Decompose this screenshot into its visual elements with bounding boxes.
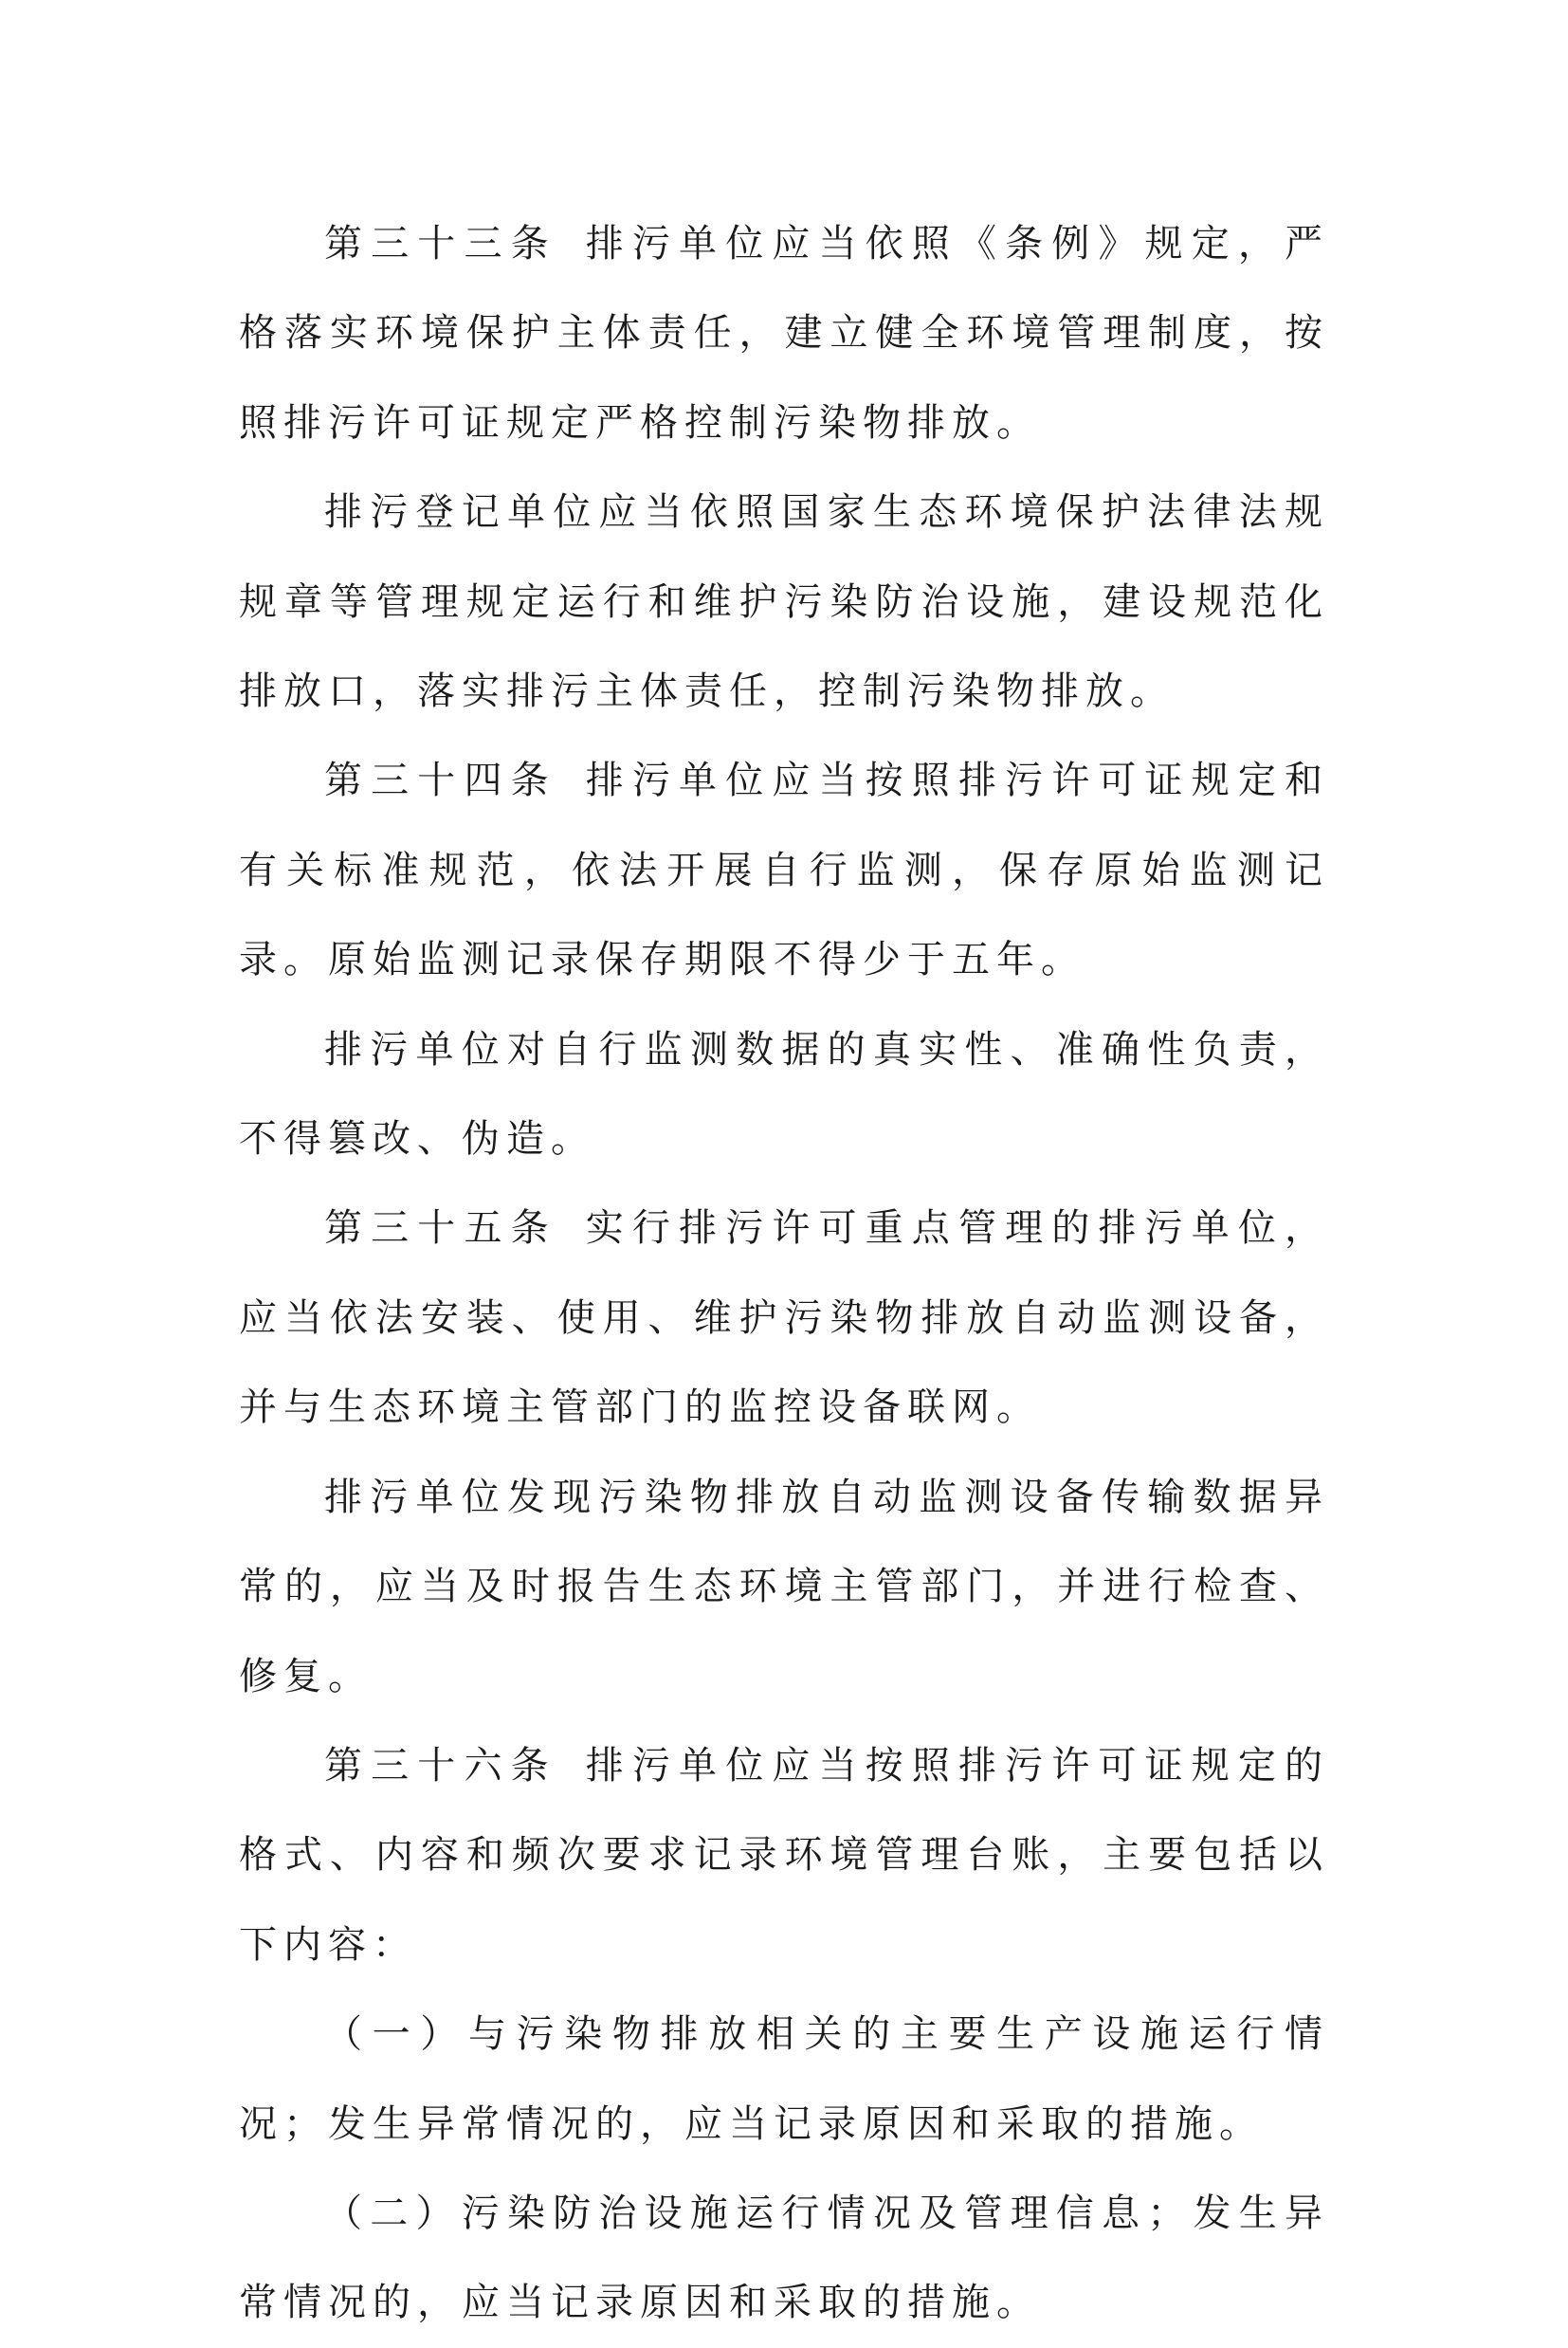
paragraph-abnormal-data — [239, 1453, 1329, 1721]
paragraph-article-33 — [239, 199, 1329, 468]
paragraph-article-35 — [239, 1183, 1329, 1452]
document-body — [239, 199, 1329, 2348]
paragraph-text: 排污单位对自行监测数据的真实性、准确性负责，不得篡改、伪造。 — [239, 1027, 1329, 1162]
list-item-2 — [239, 2169, 1329, 2348]
article-number: 第三十三条 — [324, 222, 557, 266]
paragraph-text: 排污单位发现污染物排放自动监测设备传输数据异常的，应当及时报告生态环境主管部门，并进行检查、修复。 — [239, 1475, 1329, 1698]
paragraph-text: 实行排污许可重点管理的排污单位，应当依法安装、使用、维护污染物排放自动监测设备，并与生态环境主管部门的监控设备联网。 — [239, 1206, 1329, 1430]
paragraph-text: 排污单位应当按照排污许可证规定的格式、内容和频次要求记录环境管理台账，主要包括以下内容： — [239, 1743, 1329, 1967]
paragraph-text: （一）与污染物排放相关的主要生产设施运行情况；发生异常情况的，应当记录原因和采取的措施。 — [239, 2012, 1329, 2146]
list-item-1 — [239, 1990, 1329, 2169]
paragraph-article-34 — [239, 736, 1329, 1004]
paragraph-registration-units — [239, 468, 1329, 736]
article-number: 第三十六条 — [324, 1743, 557, 1788]
paragraph-text: （二）污染防治设施运行情况及管理信息；发生异常情况的，应当记录原因和采取的措施。 — [239, 2191, 1329, 2325]
article-number: 第三十五条 — [324, 1206, 557, 1251]
paragraph-article-36 — [239, 1721, 1329, 1990]
paragraph-text: 排污登记单位应当依照国家生态环境保护法律法规规章等管理规定运行和维护污染防治设施，建设规范化排放口，落实排污主体责任，控制污染物排放。 — [239, 490, 1329, 714]
article-number: 第三十四条 — [324, 759, 557, 803]
paragraph-text: 排污单位应当按照排污许可证规定和有关标准规范，依法开展自行监测，保存原始监测记录。原始监测记录保存期限不得少于五年。 — [239, 759, 1329, 982]
paragraph-text: 排污单位应当依照《条例》规定，严格落实环境保护主体责任，建立健全环境管理制度，按照排污许可证规定严格控制污染物排放。 — [239, 222, 1329, 445]
paragraph-monitoring-data — [239, 1005, 1329, 1184]
